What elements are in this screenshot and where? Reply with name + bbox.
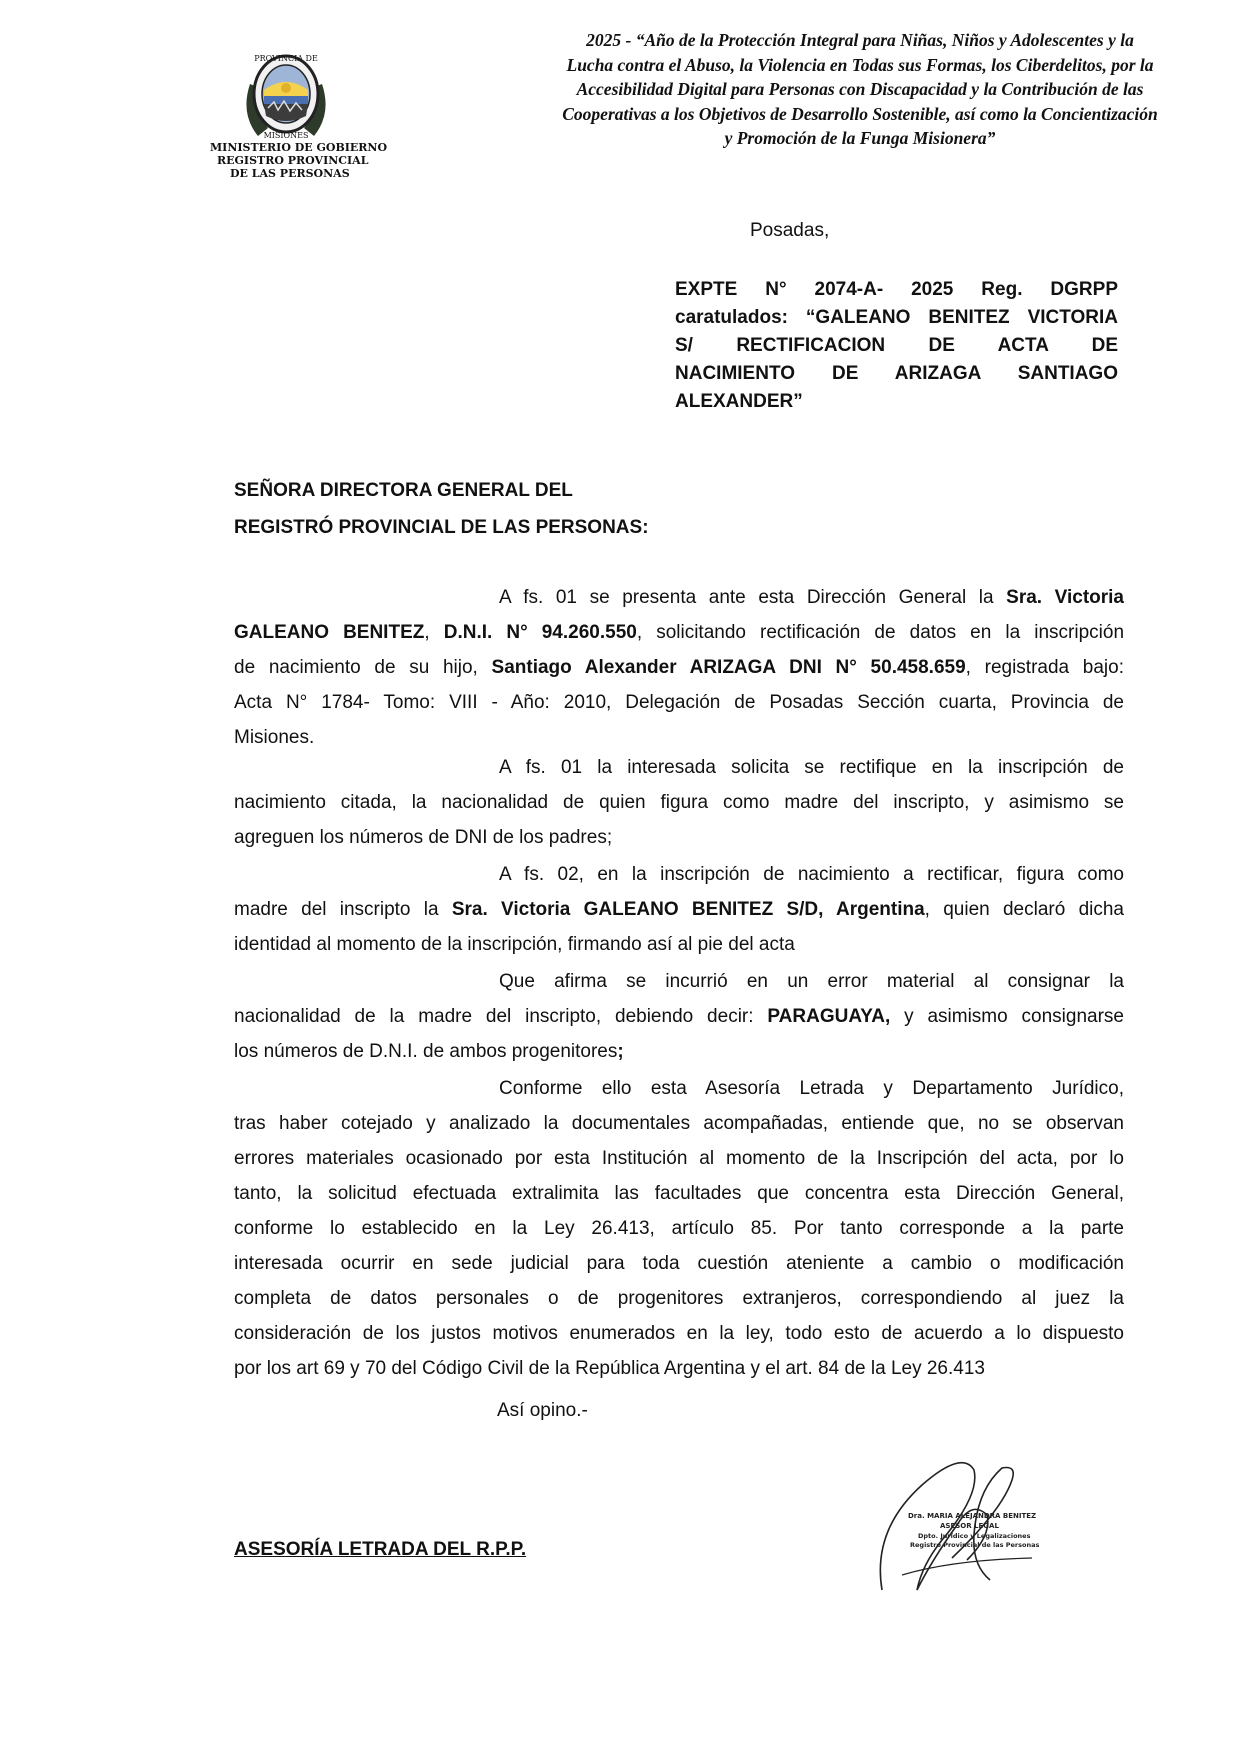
text-line (234, 615, 1124, 650)
handwritten-signature (862, 1440, 1124, 1612)
addressee-line: REGISTRÓ PROVINCIAL DE LAS PERSONAS: (234, 517, 649, 538)
text-bold: D.N.I. N° 94.260.550 (443, 622, 637, 643)
addressee-line: SEÑORA DIRECTORA GENERAL DEL (234, 480, 573, 501)
stamp-line: ASESOR LEGAL (940, 1522, 999, 1530)
text-line: errores materiales ocasionado por esta Institución al momento de la Inscripción del acta, por lo (234, 1148, 1124, 1169)
text-line: agreguen los números de DNI de los padres; (234, 827, 613, 848)
text-bold: PARAGUAYA, (767, 1006, 891, 1027)
text-run: nacionalidad de la madre del inscripto, debiendo decir: (234, 1006, 768, 1027)
org-line: REGISTRO PROVINCIAL (217, 154, 369, 167)
text-bold: ; (617, 1041, 624, 1062)
motto-line: Cooperativas a los Objetivos de Desarrollo Sostenible, así como la Concientización (562, 103, 1158, 124)
text-run: y asimismo consignarse (890, 1006, 1124, 1027)
crest-text-top: PROVINCIA DE (254, 54, 318, 63)
text-line (234, 999, 1124, 1034)
paragraph-presentation (234, 580, 1124, 755)
text-line (234, 892, 1124, 927)
text-bold: GALEANO BENITEZ (234, 622, 425, 643)
text-line: Conforme ello esta Asesoría Letrada y Departamento Jurídico, (499, 1078, 1124, 1099)
motto-line: Accesibilidad Digital para Personas con Discapacidad y la Contribución de las (576, 79, 1144, 99)
text-run: de nacimiento de su hijo, (234, 657, 492, 678)
case-reference-line: S/ RECTIFICACION DE ACTA DE (675, 335, 1118, 356)
motto-line: 2025 - “Año de la Protección Integral para Niñas, Niños y Adolescentes y la (586, 30, 1134, 50)
province-crest-logo (238, 44, 334, 144)
crest-text-bottom: MISIONES (263, 131, 309, 140)
text-run: , solicitando rectificación de datos en la inscripción (636, 622, 1125, 643)
text-line (234, 1034, 1124, 1069)
paragraph-request (234, 750, 1124, 855)
case-reference-line: caratulados: “GALEANO BENITEZ VICTORIA (675, 307, 1118, 328)
text-run: los números de D.N.I. de ambos progenitores (234, 1041, 618, 1062)
text-run: madre del inscripto la (234, 899, 452, 920)
city-date: Posadas, (750, 220, 830, 241)
text-line: completa de datos personales o de progenitores extranjeros, correspondiendo al juez la (234, 1288, 1124, 1309)
text-line: A fs. 01 la interesada solicita se rectifique en la inscripción de (499, 757, 1124, 778)
text-line: tanto, la solicitud efectuada extralimita las facultades que concentra esta Dirección General, (234, 1183, 1124, 1204)
text-bold: Sra. Victoria GALEANO BENITEZ S/D, Argentina (451, 899, 925, 920)
motto-line: Lucha contra el Abuso, la Violencia en Todas sus Formas, los Ciberdelitos, por la (566, 54, 1154, 75)
stamp-line: Dpto. Jurídico y Legalizaciones (918, 1532, 1031, 1540)
motto-line: y Promoción de la Funga Misionera” (724, 128, 996, 148)
organization-name (205, 141, 405, 180)
case-reference-line: NACIMIENTO DE ARIZAGA SANTIAGO (675, 363, 1118, 384)
case-reference-line: EXPTE N° 2074-A- 2025 Reg. DGRPP (675, 279, 1118, 300)
paragraph-error (234, 964, 1124, 1069)
text-line: A fs. 02, en la inscripción de nacimiento a rectificar, figura como (499, 864, 1124, 885)
org-line: DE LAS PERSONAS (230, 167, 350, 180)
stamp-line: Dra. MARIA ALEJANDRA BENITEZ (908, 1512, 1037, 1520)
text-line (234, 650, 1124, 685)
text-bold: Sra. Victoria (1006, 587, 1125, 608)
text-line (234, 580, 1124, 615)
text-line: consideración de los justos motivos enumerados en la ley, todo esto de acuerdo a lo dispuesto (234, 1323, 1124, 1344)
text-run: , registrada bajo: (965, 657, 1125, 678)
text-bold: Santiago Alexander ARIZAGA DNI N° 50.458.659 (491, 657, 966, 678)
text-line: conforme lo establecido en la Ley 26.413, artículo 85. Por tanto corresponde a la parte (234, 1218, 1124, 1239)
text-line: identidad al momento de la inscripción, firmando así al pie del acta (234, 934, 795, 955)
paragraph-opinion (234, 1071, 1124, 1386)
text-line: tras haber cotejado y analizado la documentales acompañadas, entiende que, no se observan (234, 1113, 1124, 1134)
signature-block: ASESORÍA LETRADA DEL R.P.P. (234, 1539, 527, 1560)
case-reference (675, 276, 1118, 416)
text-run: , (424, 622, 444, 643)
case-reference-line: ALEXANDER” (675, 391, 803, 412)
text-line: nacimiento citada, la nacionalidad de quien figura como madre del inscripto, y asimismo se (234, 792, 1124, 813)
stamp-line: Registro Provincial de las Personas (910, 1541, 1040, 1549)
text-line: Que afirma se incurrió en un error material al consignar la (499, 971, 1124, 992)
paragraph-inscription (234, 857, 1124, 962)
text-line: por los art 69 y 70 del Código Civil de la República Argentina y el art. 84 de la Ley 26.413 (234, 1358, 985, 1379)
year-motto (500, 28, 1220, 151)
text-run: , quien declaró dicha (924, 899, 1124, 920)
text-run: A fs. 01 se presenta ante esta Dirección General la (499, 587, 1007, 608)
text-line: Acta N° 1784- Tomo: VIII - Año: 2010, Delegación de Posadas Sección cuarta, Provincia de (234, 692, 1124, 713)
text-line: interesada ocurrir en sede judicial para toda cuestión ateniente a cambio o modificación (234, 1253, 1124, 1274)
closing-phrase: Así opino.- (497, 1400, 588, 1421)
org-line: MINISTERIO DE GOBIERNO (210, 141, 388, 154)
text-line: Misiones. (234, 727, 315, 748)
